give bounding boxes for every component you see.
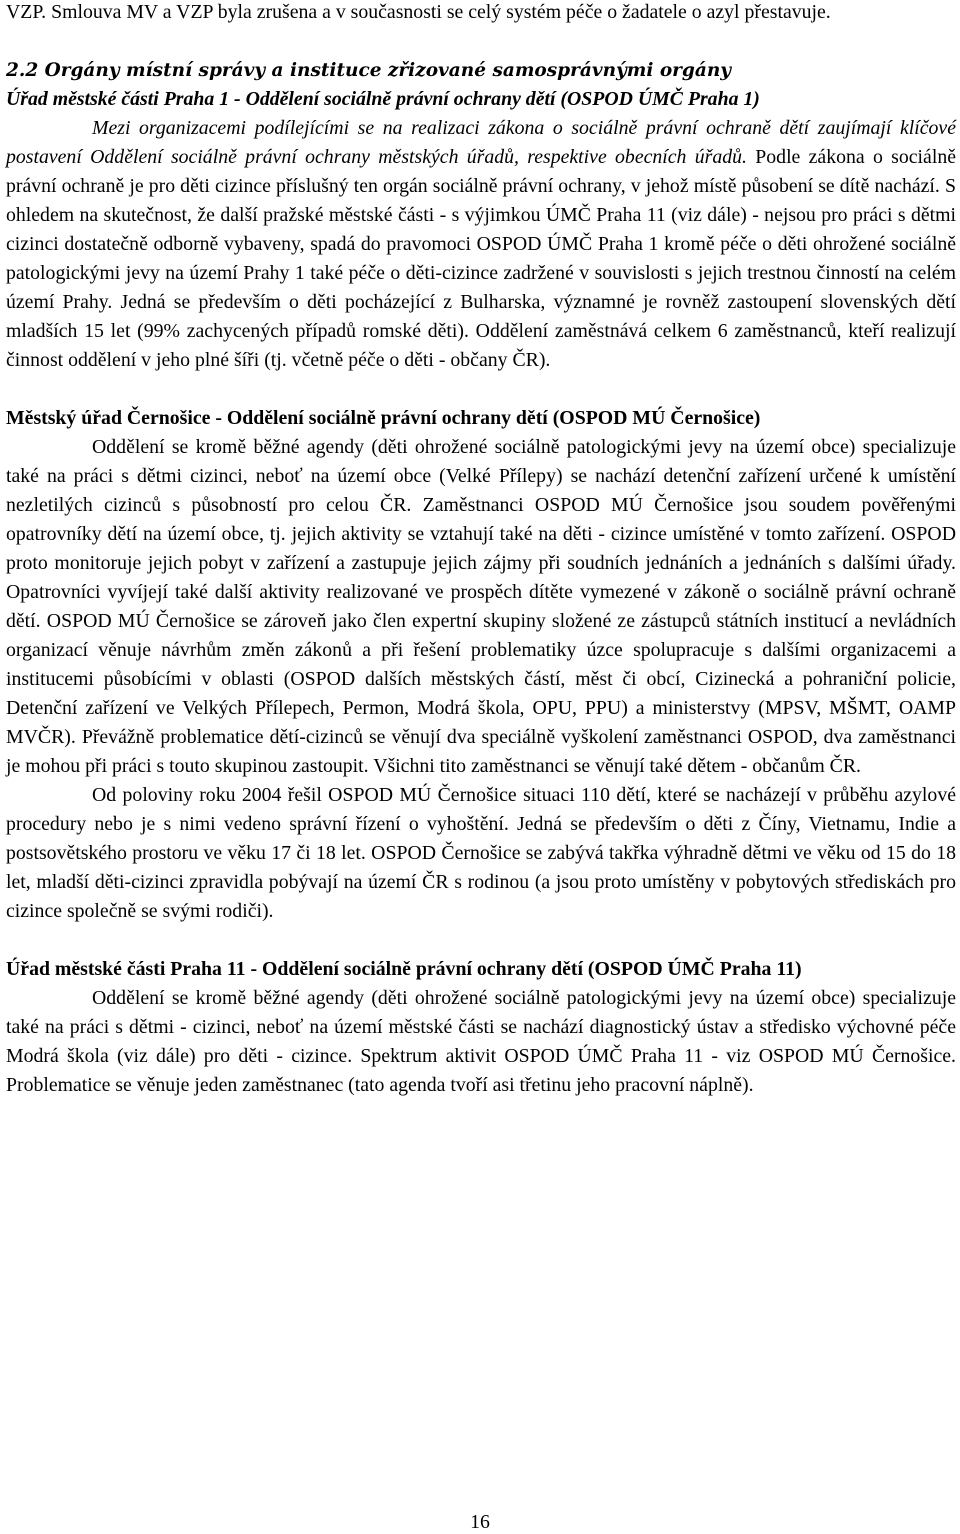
section-heading: 2.2 Orgány místní správy a instituce zřizované samosprávnými orgány <box>6 60 732 81</box>
intro-paragraph: VZP. Smlouva MV a VZP byla zrušena a v současnosti se celý systém péče o žadatele o azyl přestavuje. <box>6 1 831 23</box>
praha11-heading: Úřad městské části Praha 11 - Oddělení sociálně právní ochrany dětí (OSPOD ÚMČ Praha 11) <box>6 958 802 980</box>
praha1-paragraph-tail: S ohledem na skutečnost, že další pražské městské části - s výjimkou ÚMČ Praha 11 (viz dále) - nejsou pro práci s dětmi cizinci dostatečně odborně vybaveny, spadá do pravomoci OSPOD ÚMČ Praha 1 kromě péče o děti ohrožené sociálně patologickými jevy na území Prahy 1 také péče o děti-cizince zadržené v souvislosti s jejich trestnou činností na celém území Prahy. Jedná se především o děti pocházející z Bulharska, významné je rovněž zastoupení slovenských dětí mladších 15 let (99% zachycených případů romské děti). Oddělení zaměstnává celkem 6 zaměstnanců, kteří realizují činnost oddělení v jeho plné šíři (tj. včetně péče o děti - občany ČR). <box>6 175 956 371</box>
cernosice-paragraph-1: Oddělení se kromě běžné agendy (děti ohrožené sociálně patologickými jevy na území obce) specializuje také na práci s dětmi cizinci, neboť na území obce (Velké Přílepy) se nachází detenční zařízení určené k umístění nezletilých cizinců s působností pro celou ČR. Zaměstnanci OSPOD MÚ Černošice jsou soudem pověřenými opatrovníky dětí na území obce, tj. jejich aktivity se vztahují také na děti - cizince umístěné v tomto zařízení. OSPOD proto monitoruje jejich pobyt v zařízení a zastupuje jejich zájmy při soudních jednáních a jednáních s dalšími úřady. Opatrovníci vyvíjejí také další aktivity realizované ve prospěch dítěte vymezené v zákoně o sociálně právní ochraně dětí. OSPOD MÚ Černošice se zároveň jako člen expertní skupiny složené ze zástupců státních institucí a nevládních organizací věnuje návrhům změn zákonů a při řešení problematiky úzce spolupracuje s dalšími organizacemi a institucemi působícími v oblasti (OSPOD dalších městských částí, měst či obcí, Cizinecká a pohraniční policie, Detenční zařízení ve Velkých Přílepech, Permon, Modrá škola, OPU, PPU) a ministerstvy (MPSV, MŠMT, OAMP MVČR). Převážně problematice dětí-cizinců se věnují dva speciálně vyškolení zaměstnanci OSPOD, dva zaměstnanci je mohou při práci s touto skupinou zastoupit. Všichni tito zaměstnanci se věnují také dětem - občanům ČR. <box>6 436 956 777</box>
page-content <box>6 0 956 1100</box>
page-number: 16 <box>470 1511 490 1533</box>
cernosice-paragraph-2: Od poloviny roku 2004 řešil OSPOD MÚ Černošice situaci 110 dětí, které se nacházejí v průběhu azylové procedury nebo je s nimi vedeno správní řízení o vyhoštění. Jedná se především o děti z Číny, Vietnamu, Indie a postsovětského prostoru ve věku 17 či 18 let. OSPOD Černošice se zabývá takřka výhradně dětmi ve věku od 15 do 18 let, mladší děti-cizinci zpravidla pobývají na území ČR s rodinou (a jsou proto umístěny v pobytových střediskách pro cizince společně se svými rodiči). <box>6 784 956 922</box>
praha1-paragraph-rest: Podle zákona o sociálně právní ochraně je pro děti cizince příslušný ten orgán sociálně právní ochrany, v jehož místě působení se dítě nachází. <box>6 146 956 197</box>
cernosice-heading: Městský úřad Černošice - Oddělení sociálně právní ochrany dětí (OSPOD MÚ Černošice) <box>6 407 761 429</box>
section-subheading: Úřad městské části Praha 1 - Oddělení sociálně právní ochrany dětí (OSPOD ÚMČ Praha 1) <box>6 88 760 110</box>
praha1-paragraph-italic: Mezi organizacemi podílejícími se na realizaci zákona o sociálně právní ochraně dětí zaujímají klíčové postavení Oddělení sociálně právní ochrany městských úřadů, respektive obecních úřadů. <box>6 117 956 168</box>
praha1-paragraph <box>6 114 956 375</box>
praha11-paragraph: Oddělení se kromě běžné agendy (děti ohrožené sociálně patologickými jevy na území obce) specializuje také na práci s dětmi - cizinci, neboť na území městské části se nachází diagnostický ústav a středisko výchovné péče Modrá škola (viz dále) pro děti - cizince. Spektrum aktivit OSPOD ÚMČ Praha 11 - viz OSPOD MÚ Černošice. Problematice se věnuje jeden zaměstnanec (tato agenda tvoří asi třetinu jeho pracovní náplně). <box>6 987 956 1096</box>
